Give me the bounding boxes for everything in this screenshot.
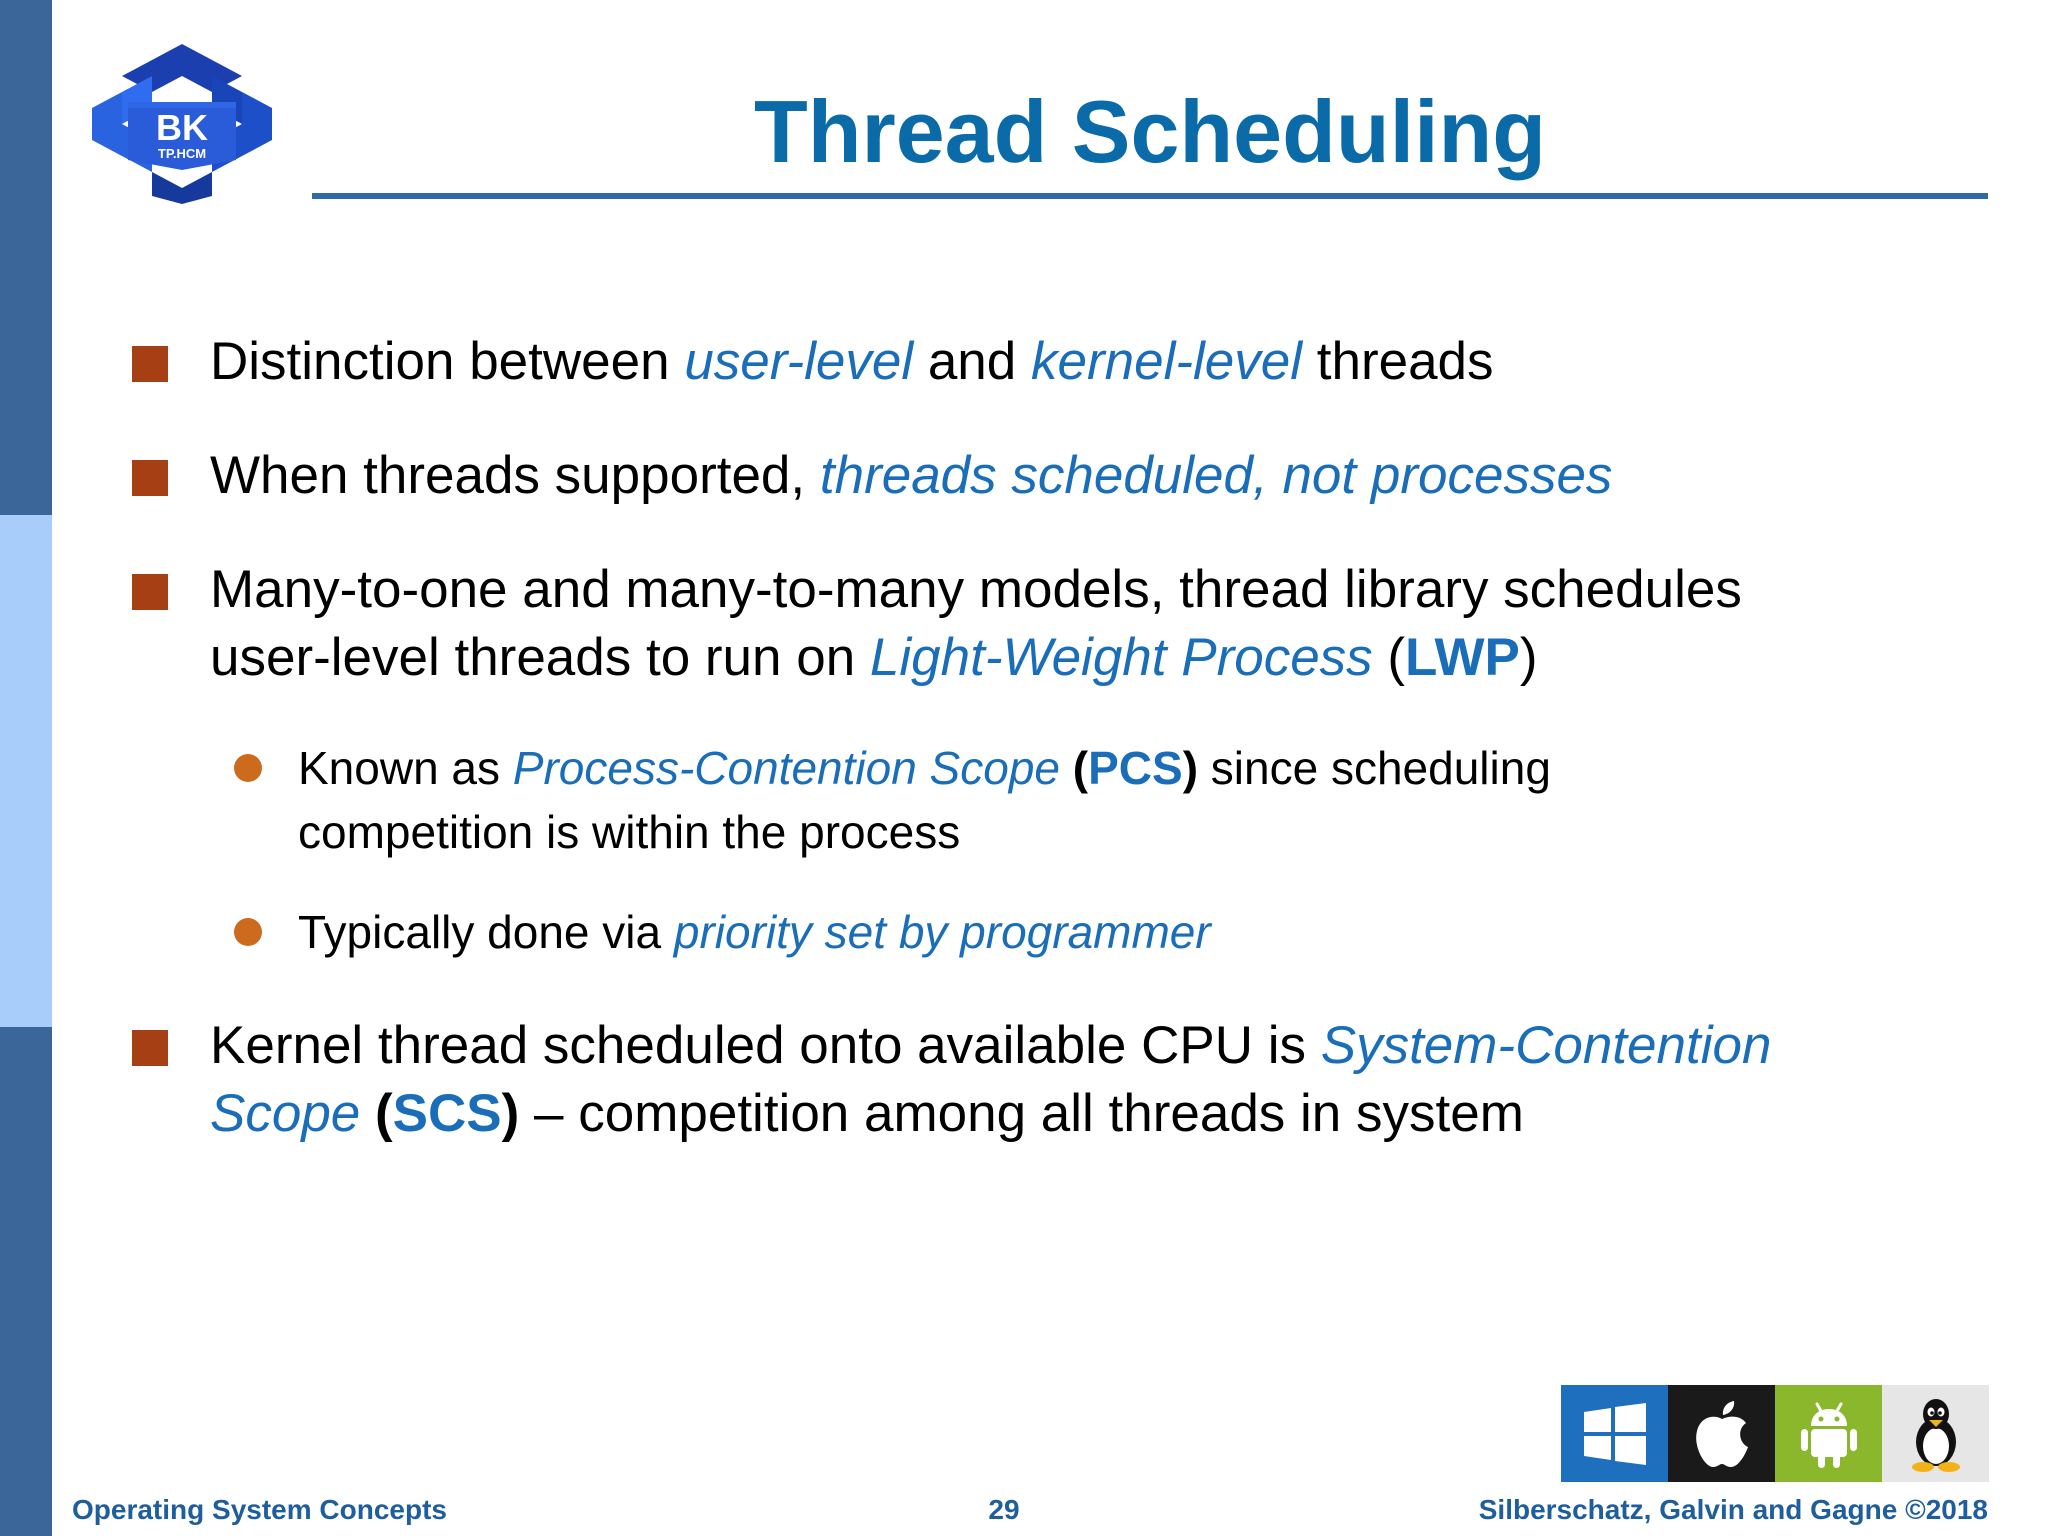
acronym: PCS [1088, 742, 1183, 794]
bullet-line [210, 1080, 1524, 1148]
square-bullet-icon [132, 346, 168, 382]
round-bullet-icon [234, 918, 262, 946]
text-run: ( [1372, 628, 1406, 687]
sidebar-segment-bottom [0, 1027, 52, 1536]
text-run [360, 1084, 375, 1143]
linux-tux-icon [1882, 1385, 1989, 1482]
bold-text: ) [1182, 742, 1199, 794]
sub-bullet-line [298, 900, 1211, 964]
text-run: ) [1519, 628, 1538, 687]
text-run: Many-to-one and many-to-many models, thread library schedules [210, 560, 1742, 619]
bullet-line [210, 442, 1612, 510]
highlighted-term: Process-Contention Scope [512, 742, 1060, 794]
footer-copyright: Silberschatz, Galvin and Gagne ©2018 [1478, 1494, 1988, 1525]
square-bullet-icon [132, 574, 168, 610]
bullet-line [210, 624, 1538, 692]
sub-bullet-line [298, 736, 1551, 800]
text-run: Kernel thread scheduled onto available CPU is [210, 1016, 1321, 1075]
text-run: – competition among all threads in system [519, 1084, 1524, 1143]
bullet-line [210, 1012, 1771, 1080]
text-run: threads [1302, 332, 1494, 391]
text-run: since scheduling [1198, 742, 1551, 794]
title-underline [312, 193, 1988, 199]
text-run [1060, 742, 1073, 794]
square-bullet-icon [132, 460, 168, 496]
android-logo-icon [1775, 1385, 1882, 1482]
logo-text-bk: BK [156, 107, 208, 148]
sub-bullet-line [298, 800, 960, 864]
round-bullet-icon [234, 754, 262, 782]
highlighted-term: user-level [684, 332, 914, 391]
highlighted-term: System-Contention [1320, 1016, 1772, 1075]
windows-logo-icon [1561, 1385, 1668, 1482]
text-run: Typically done via [298, 906, 674, 958]
sidebar-segment-middle [0, 515, 52, 1027]
highlighted-term: Scope [210, 1084, 361, 1143]
highlighted-term: kernel-level [1031, 332, 1303, 391]
text-run: When threads supported, [210, 446, 820, 505]
highlighted-term: priority set by programmer [673, 906, 1211, 958]
text-run: and [913, 332, 1031, 391]
footer-book-title: Operating System Concepts [72, 1494, 447, 1525]
text-run: Known as [298, 742, 513, 794]
slide-title: Thread Scheduling [753, 82, 1547, 181]
sidebar-segment-top [0, 0, 52, 515]
footer-page-number: 29 [988, 1494, 1020, 1525]
os-logos-strip [1561, 1385, 1989, 1482]
apple-logo-icon [1668, 1385, 1775, 1482]
highlighted-term: threads scheduled, not processes [819, 446, 1613, 505]
acronym: SCS [392, 1084, 502, 1143]
logo-text-campus: TP.HCM [157, 146, 207, 161]
text-run: Distinction between [210, 332, 685, 391]
text-run: user-level threads to run on [210, 628, 870, 687]
bold-text: ( [1072, 742, 1089, 794]
bold-text: ) [501, 1084, 520, 1143]
acronym: LWP [1405, 628, 1520, 687]
bold-text: ( [375, 1084, 393, 1143]
bullet-line [210, 328, 1494, 396]
bk-logo-icon [92, 36, 272, 204]
bullet-line [210, 556, 1742, 624]
highlighted-term: Light-Weight Process [869, 628, 1373, 687]
text-run: competition is within the process [298, 806, 961, 858]
square-bullet-icon [132, 1030, 168, 1066]
left-sidebar-bar [0, 0, 52, 1536]
university-logo [92, 36, 272, 204]
